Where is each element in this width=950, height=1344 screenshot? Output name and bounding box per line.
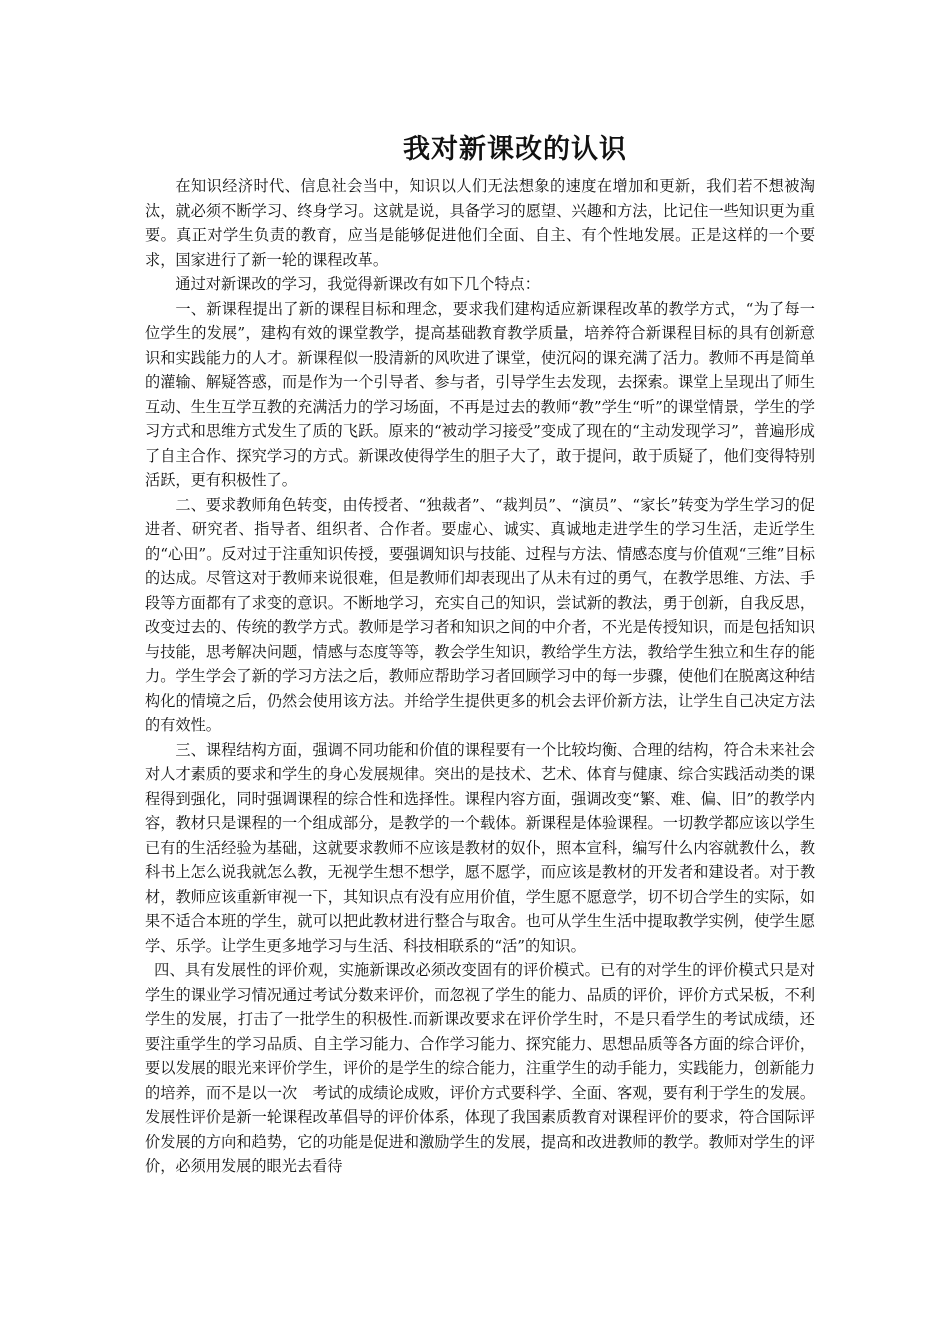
paragraph-point-four: 四、具有发展性的评价观，实施新课改必须改变固有的评价模式。已有的对学生的评价模式只是对学生的课业学习情况通过考试分数来评价，而忽视了学生的能力、品质的评价，评价方式呆板，不利学生的发展，打击了一批学生的积极性.而新课改要求在评价学生时，不是只看学生的考试成绩，还要注重学生的学习品质、自主学习能力、合作学习能力、探究能力、思想品质等各方面的综合评价，要以发展的眼光来评价学生，评价的是学生的综合能力，注重学生的动手能力，实践能力，创新能力的培养，而不是以一次 考试的成绩论成败，评价方式要科学、全面、客观，要有利于学生的发展。发展性评价是新一轮课程改革倡导的评价体系，体现了我国素质教育对课程评价的要求，符合国际评价发展的方向和趋势，它的功能是促进和激励学生的发展，提高和改进教师的教学。教师对学生的评价，必须用发展的眼光去看待	[145, 961, 815, 1175]
document-title: 我对新课改的认识	[403, 134, 627, 165]
document-page	[145, 128, 815, 1179]
paragraph-point-two: 二、要求教师角色转变，由传授者、“独裁者”、“裁判员”、“演员”、“家长”转变为学生学习的促进者、研究者、指导者、组织者、合作者。要虚心、诚实、真诚地走进学生的学习生活，走近学生的“心田”。反对过于注重知识传授，要强调知识与技能、过程与方法、情感态度与价值观“三维”目标的达成。尽管这对于教师来说很难，但是教师们却表现出了从未有过的勇气，在教学思维、方法、手段等方面都有了求变的意识。不断地学习，充实自己的知识，尝试新的教法，勇于创新，自我反思，改变过去的、传统的教学方式。教师是学习者和知识之间的中介者，不光是传授知识，而是包括知识与技能，思考解决问题，情感与态度等等，教会学生知识，教给学生方法，教给学生独立和生存的能力。学生学会了新的学习方法之后，教师应帮助学习者回顾学习中的每一步骤，使他们在脱离这种结构化的情境之后，仍然会使用该方法。并给学生提供更多的机会去评价新方法，让学生自己决定方法的有效性。	[145, 495, 815, 734]
paragraph-point-three: 三、课程结构方面，强调不同功能和价值的课程要有一个比较均衡、合理的结构，符合未来社会对人才素质的要求和学生的身心发展规律。突出的是技术、艺术、体育与健康、综合实践活动类的课程得到强化，同时强调课程的综合性和选择性。课程内容方面，强调改变“繁、难、偏、旧”的教学内容，教材只是课程的一个组成部分，是教学的一个载体。新课程是体验课程。一切教学都应该以学生已有的生活经验为基础，这就要求教师不应该是教材的奴仆，照本宣科，编写什么内容就教什么，教科书上怎么说我就怎么教，无视学生想不想学，愿不愿学，而应该是教材的开发者和建设者。对于教材，教师应该重新审视一下，其知识点有没有应用价值，学生愿不愿意学，切不切合学生的实际，如果不适合本班的学生，就可以把此教材进行整合与取舍。也可从学生生活中提取教学实例，使学生愿学、乐学。让学生更多地学习与生活、科技相联系的“活”的知识。	[145, 740, 815, 955]
paragraph-point-one: 一、新课程提出了新的课程目标和理念，要求我们建构适应新课程改革的教学方式，“为了每一位学生的发展”，建构有效的课堂教学，提高基础教育教学质量，培养符合新课程目标的具有创新意识和实践能力的人才。新课程似一股清新的风吹进了课堂，使沉闷的课充满了活力。教师不再是简单的灌输、解疑答惑，而是作为一个引导者、参与者，引导学生去发现，去探索。课堂上呈现出了师生互动、生生互学互教的充满活力的学习场面，不再是过去的教师“教”学生“听”的课堂情景，学生的学习方式和思维方式发生了质的飞跃。原来的“被动学习接受”变成了现在的“主动发现学习”，普遍形成了自主合作、探究学习的方式。新课改使得学生的胆子大了，敢于提问，敢于质疑了，他们变得特别活跃，更有积极性了。	[145, 299, 815, 489]
paragraph-intro: 在知识经济时代、信息社会当中，知识以人们无法想象的速度在增加和更新，我们若不想被淘汰，就必须不断学习、终身学习。这就是说，具备学习的愿望、兴趣和方法，比记住一些知识更为重要。真正对学生负责的教育，应当是能够促进他们全面、自主、有个性地发展。正是这样的一个要求，国家进行了新一轮的课程改革。	[145, 177, 815, 269]
paragraph-features-lead: 通过对新课改的学习，我觉得新课改有如下几个特点：	[175, 275, 540, 293]
